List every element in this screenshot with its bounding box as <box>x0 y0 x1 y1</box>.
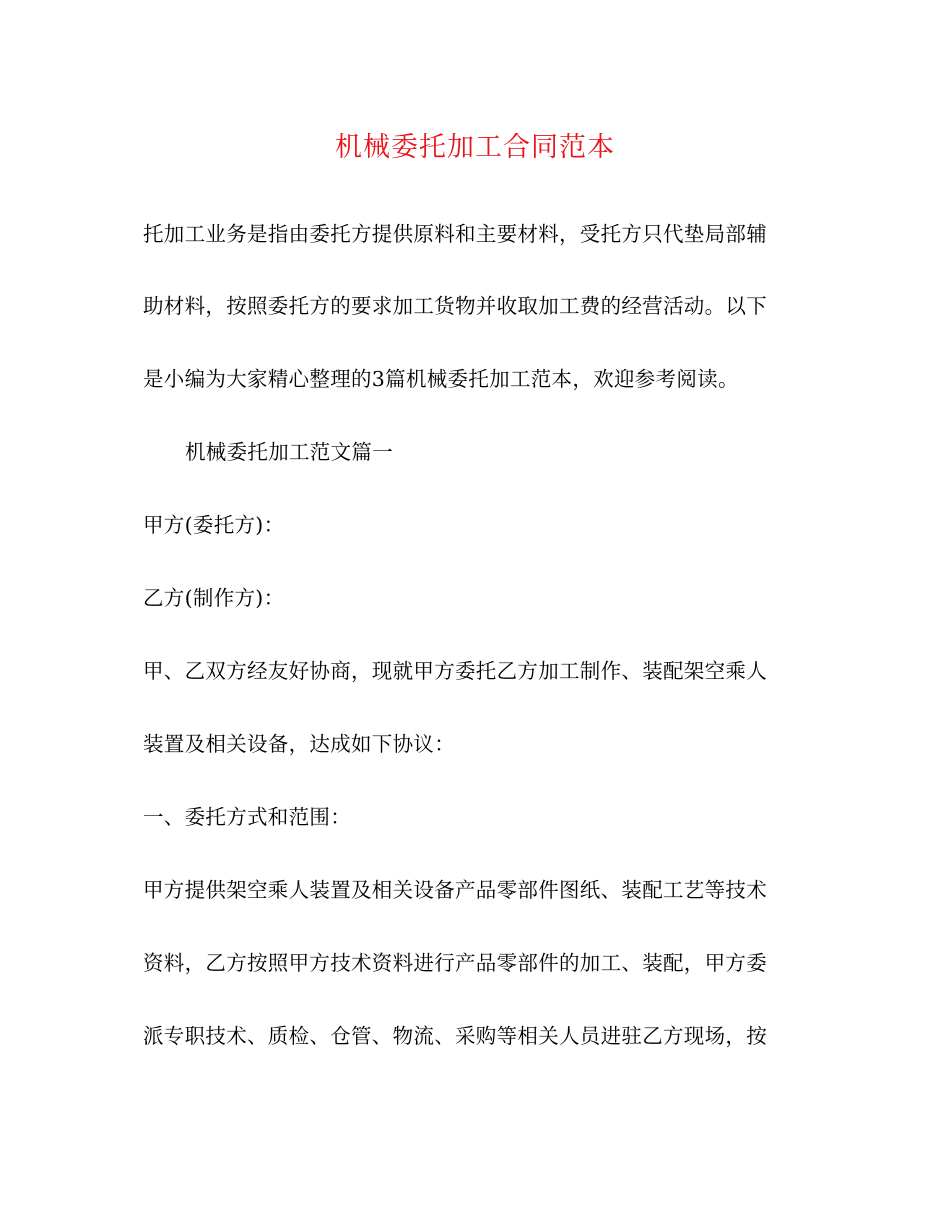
document-title: 机械委托加工合同范本 <box>335 132 615 163</box>
section-heading: 机械委托加工范文篇一 <box>185 440 393 464</box>
party-a-line: 甲方(委托方)： <box>143 513 285 537</box>
paragraph-line: 甲方提供架空乘人装置及相关设备产品零部件图纸、装配工艺等技术 <box>143 878 767 902</box>
paragraph-line: 派专职技术、质检、仓管、物流、采购等相关人员进驻乙方现场，按 <box>143 1024 767 1048</box>
paragraph-line: 甲、乙双方经友好协商，现就甲方委托乙方加工制作、装配架空乘人 <box>143 659 767 683</box>
paragraph-line: 是小编为大家精心整理的3篇机械委托加工范本，欢迎参考阅读。 <box>143 367 739 391</box>
paragraph-line: 资料，乙方按照甲方技术资料进行产品零部件的加工、装配，甲方委 <box>143 951 767 975</box>
paragraph-line: 装置及相关设备，达成如下协议： <box>143 732 455 756</box>
paragraph-line: 托加工业务是指由委托方提供原料和主要材料，受托方只代垫局部辅 <box>143 222 767 246</box>
party-b-line: 乙方(制作方)： <box>143 586 285 610</box>
paragraph-line: 助材料，按照委托方的要求加工货物并收取加工费的经营活动。以下 <box>143 294 767 318</box>
clause-heading: 一、委托方式和范围： <box>143 805 351 829</box>
